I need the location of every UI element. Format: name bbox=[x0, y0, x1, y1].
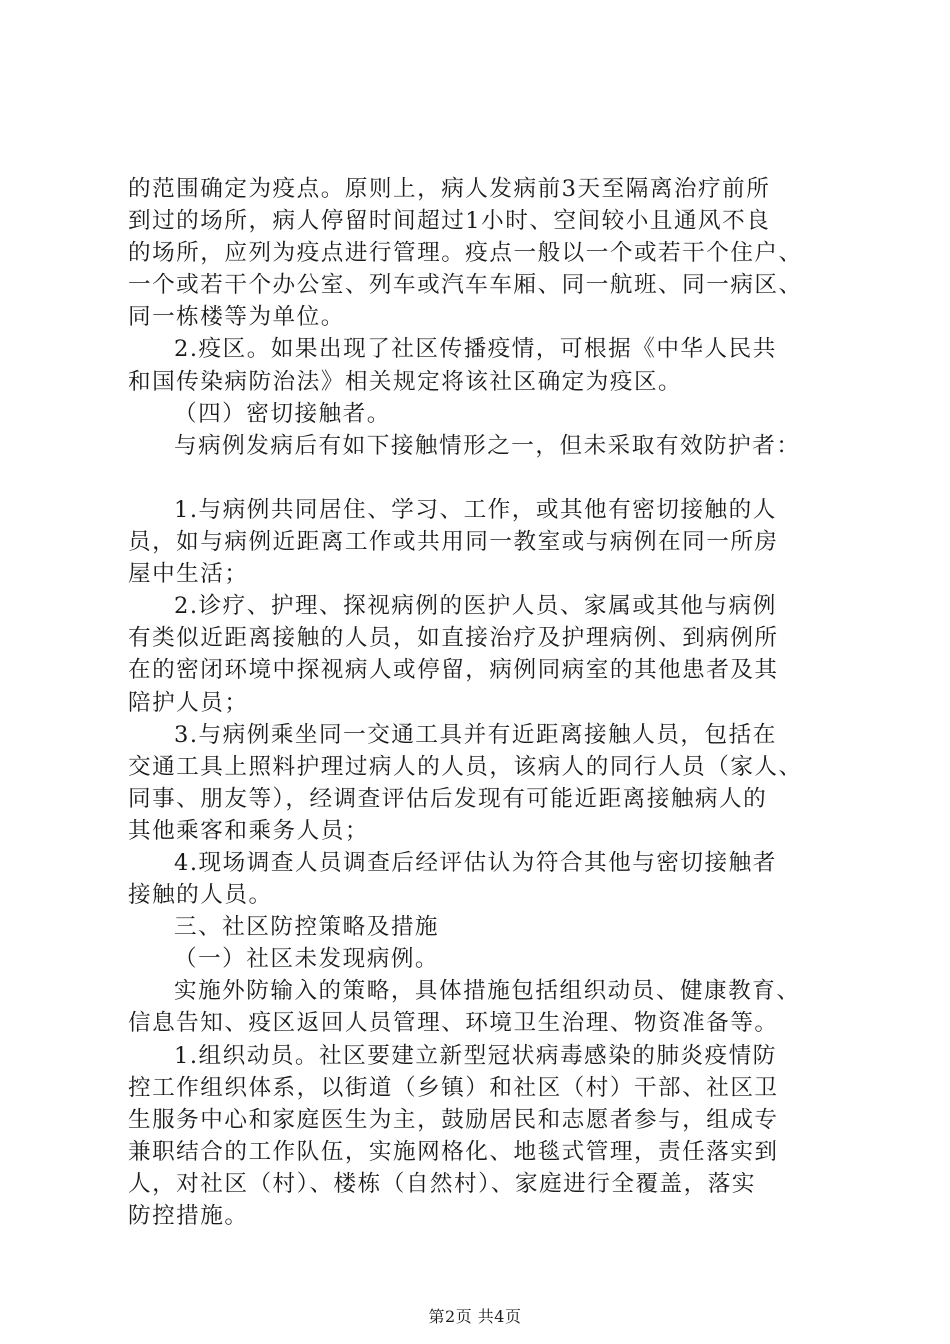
page-footer: 第2页 共4页 bbox=[428, 1307, 522, 1326]
text-line: 防控措施。 bbox=[128, 1203, 249, 1229]
text-line: 控工作组织体系，以街道（乡镇）和社区（村）干部、社区卫 bbox=[128, 1074, 779, 1101]
text-line: 交通工具上照料护理过病人的人员，该病人的同行人员（家人、 bbox=[128, 753, 803, 780]
text-line: 其他乘客和乘务人员； bbox=[128, 817, 369, 844]
text-line: 接触的人员。 bbox=[128, 882, 273, 909]
text-line: 和国传染病防治法》相关规定将该社区确定为疫区。 bbox=[128, 368, 683, 395]
text-line: 1.组织动员。社区要建立新型冠状病毒感染的肺炎疫情防 bbox=[174, 1042, 777, 1069]
text-line: 生服务中心和家庭医生为主，鼓励居民和志愿者参与，组成专 bbox=[128, 1106, 779, 1133]
text-line: 3.与病例乘坐同一交通工具并有近距离接触人员，包括在 bbox=[174, 721, 777, 748]
text-line: （一）社区未发现病例。 bbox=[174, 946, 440, 973]
text-line: 一个或若干个办公室、列车或汽车车厢、同一航班、同一病区、 bbox=[128, 272, 803, 299]
text-line: 的场所，应列为疫点进行管理。疫点一般以一个或若干个住户、 bbox=[128, 240, 803, 267]
text-line: （四）密切接触者。 bbox=[174, 400, 391, 427]
text-line: 有类似近距离接触的人员，如直接治疗及护理病例、到病例所 bbox=[128, 625, 779, 652]
text-line: 屋中生活； bbox=[128, 561, 249, 588]
text-line: 同一栋楼等为单位。 bbox=[128, 304, 345, 331]
text-line: 实施外防输入的策略，具体措施包括组织动员、健康教育、 bbox=[174, 978, 801, 1005]
blank-line bbox=[128, 462, 824, 494]
text-line: 4.现场调查人员调查后经评估认为符合其他与密切接触者 bbox=[174, 849, 777, 876]
text-line: 信息告知、疫区返回人员管理、环境卫生治理、物资准备等。 bbox=[128, 1010, 779, 1037]
text-line: 2.诊疗、护理、探视病例的医护人员、家属或其他与病例 bbox=[174, 593, 777, 620]
text-line: 在的密闭环境中探视病人或停留，病例同病室的其他患者及其 bbox=[128, 657, 779, 684]
text-line: 兼职结合的工作队伍，实施网格化、地毯式管理，责任落实到 bbox=[128, 1138, 779, 1165]
text-line: 1.与病例共同居住、学习、工作，或其他有密切接触的人 bbox=[174, 496, 777, 523]
text-line: 2.疫区。如果出现了社区传播疫情，可根据《中华人民共 bbox=[174, 336, 777, 363]
text-line: 人，对社区（村）、楼栋（自然村）、家庭进行全覆盖，落实 bbox=[128, 1170, 756, 1197]
text-line: 三、社区防控策略及措施 bbox=[174, 914, 440, 941]
document-body bbox=[128, 173, 824, 1232]
text-line: 的范围确定为疫点。原则上，病人发病前3天至隔离治疗前所 bbox=[128, 176, 771, 202]
text-line: 同事、朋友等），经调查评估后发现有可能近距离接触病人的 bbox=[128, 785, 768, 812]
text-line: 与病例发病后有如下接触情形之一，但未采取有效防护者： bbox=[174, 432, 801, 459]
text-line: 员，如与病例近距离工作或共用同一教室或与病例在同一所房 bbox=[128, 529, 779, 556]
text-line: 到过的场所，病人停留时间超过1小时、空间较小且通风不良 bbox=[128, 208, 771, 235]
text-line: 陪护人员； bbox=[128, 689, 249, 716]
